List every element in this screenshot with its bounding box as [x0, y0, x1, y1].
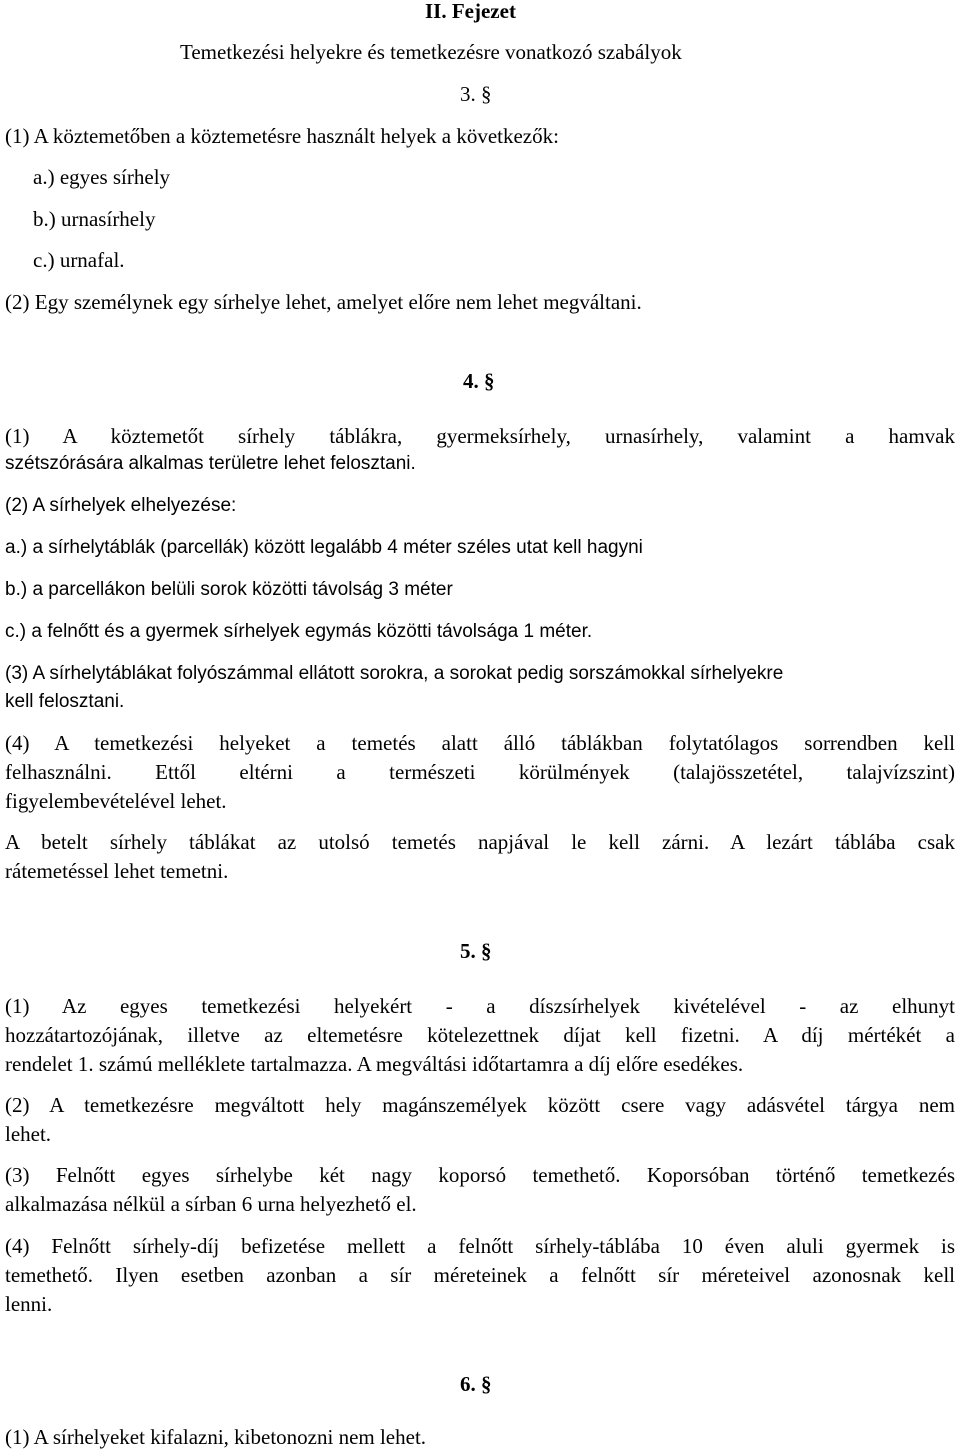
chapter-heading: II. Fejezet [425, 0, 516, 23]
section-3-title: 3. § [460, 82, 492, 106]
section-5-para-2-line-1: (2) A temetkezésre megváltott hely magánszemélyek között csere vagy adásvétel tárgya nem [5, 1093, 955, 1117]
section-4-para-4-line-3: figyelembevételével lehet. [5, 789, 227, 813]
section-6-title: 6. § [460, 1372, 492, 1396]
section-4-item-c: c.) a felnőtt és a gyermek sírhelyek egymás közötti távolsága 1 méter. [5, 621, 593, 642]
section-5-para-1-line-2: hozzátartozójának, illetve az eltemetésre kötelezettnek díjat kell fizetni. A díj mértékét a [5, 1023, 955, 1047]
section-5-para-4-line-3: lenni. [5, 1292, 53, 1316]
section-4-para-3-line-2: kell felosztani. [5, 691, 125, 712]
section-3-para-2: (2) Egy személynek egy sírhelye lehet, amelyet előre nem lehet megváltani. [5, 290, 642, 314]
section-4-para-4-line-2: felhasználni. Ettől eltérni a természeti körülmények (talajösszetétel, talajvízszint) [5, 760, 955, 784]
section-5-para-3-line-1: (3) Felnőtt egyes sírhelybe két nagy koporsó temethető. Koporsóban történő temetkezés [5, 1163, 955, 1187]
section-5-para-4-line-2: temethető. Ilyen esetben azonban a sír méreteinek a felnőtt sír méreteivel azonosnak kell [5, 1263, 955, 1287]
section-5-para-2-line-2: lehet. [5, 1122, 52, 1146]
section-3-item-c: c.) urnafal. [33, 248, 125, 272]
section-4-para-1-line-2: szétszórására alkalmas területre lehet felosztani. [5, 453, 416, 474]
section-3-item-a: a.) egyes sírhely [33, 165, 171, 189]
section-4-para-3-line-1: (3) A sírhelytáblákat folyószámmal ellátott sorokra, a sorokat pedig sorszámokkal sírhelyekre [5, 663, 784, 684]
section-3-para-1: (1) A köztemetőben a köztemetésre használt helyek a következők: [5, 124, 559, 148]
section-5-para-1-line-1: (1) Az egyes temetkezési helyekért - a díszsírhelyek kivételével - az elhunyt [5, 994, 955, 1018]
section-5-para-3-line-2: alkalmazása nélkül a sírban 6 urna helyezhető el. [5, 1192, 417, 1216]
section-4-para-1-line-1: (1) A köztemetőt sírhely táblákra, gyermeksírhely, urnasírhely, valamint a hamvak [5, 424, 955, 448]
section-6-para-1: (1) A sírhelyeket kifalazni, kibetonozni nem lehet. [5, 1425, 427, 1449]
section-4-para-5-line-2: rátemetéssel lehet temetni. [5, 859, 229, 883]
section-5-para-4-line-1: (4) Felnőtt sírhely-díj befizetése mellett a felnőtt sírhely-táblába 10 éven aluli gyermek is [5, 1234, 955, 1258]
section-3-item-b: b.) urnasírhely [33, 207, 156, 231]
section-5-para-1-line-3: rendelet 1. számú melléklete tartalmazza. A megváltási időtartamra a díj előre esedékes. [5, 1052, 744, 1076]
section-4-para-4-line-1: (4) A temetkezési helyeket a temetés alatt álló táblákban folytatólagos sorrendben kell [5, 731, 955, 755]
section-4-para-5-line-1: A betelt sírhely táblákat az utolsó temetés napjával le kell zárni. A lezárt táblába csak [5, 830, 955, 854]
section-4-para-2: (2) A sírhelyek elhelyezése: [5, 495, 237, 516]
section-4-item-a: a.) a sírhelytáblák (parcellák) között legalább 4 méter széles utat kell hagyni [5, 537, 643, 558]
section-5-title: 5. § [460, 939, 492, 963]
section-4-title: 4. § [463, 369, 495, 393]
section-4-item-b: b.) a parcellákon belüli sorok közötti távolság 3 méter [5, 579, 453, 600]
chapter-subheading: Temetkezési helyekre és temetkezésre vonatkozó szabályok [180, 40, 682, 64]
